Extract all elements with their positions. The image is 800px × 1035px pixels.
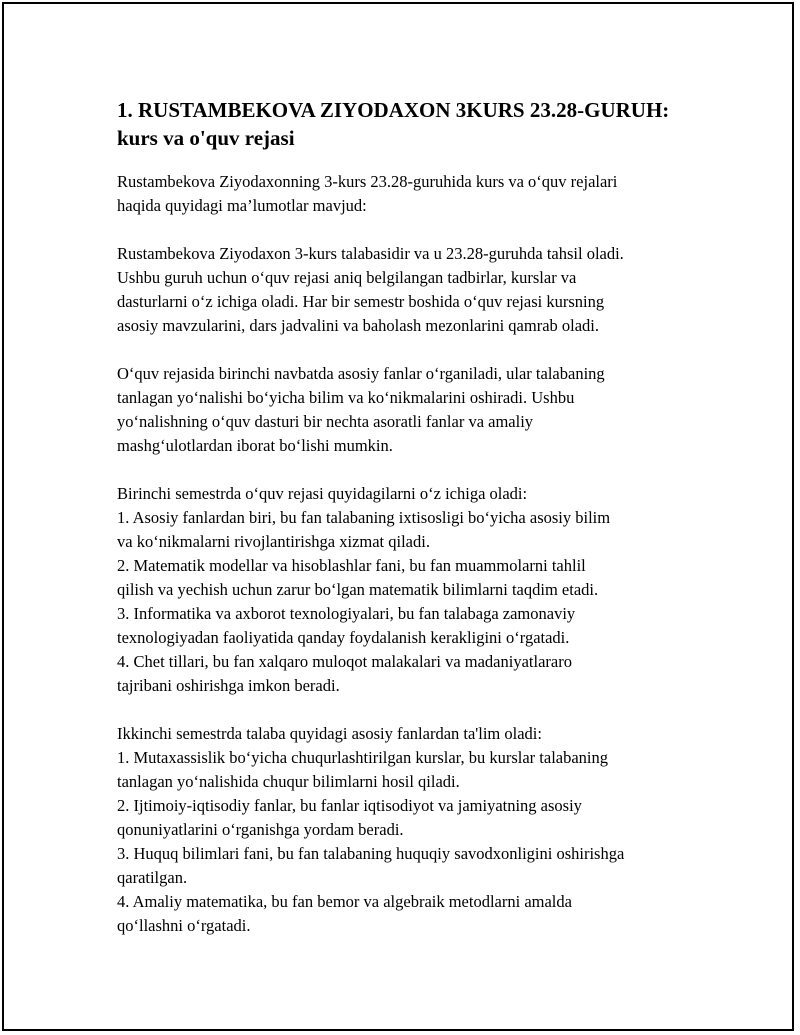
list-item: 3. Huquq bilimlari fani, bu fan talabaning huquqiy savodxonligini oshirishga [117, 844, 625, 863]
text-line: tanlagan yo‘nalishi bo‘yicha bilim va ko‘nikmalarini oshiradi. Ushbu [117, 388, 575, 407]
text-line: dasturlarni o‘z ichiga oladi. Har bir semestr boshida o‘quv rejasi kursning [117, 292, 605, 311]
list-item-continued: qo‘llashni o‘rgatadi. [117, 916, 251, 935]
text-line: Ushbu guruh uchun o‘quv rejasi aniq belgilangan tadbirlar, kurslar va [117, 268, 577, 287]
list-item: 4. Amaliy matematika, bu fan bemor va algebraik metodlarni amalda [117, 892, 572, 911]
document-title [117, 96, 717, 152]
text-line: Ikkinchi semestrda talaba quyidagi asosiy fanlardan ta'lim oladi: [117, 724, 542, 743]
list-item-continued: qaratilgan. [117, 868, 188, 887]
list-item-continued: tajribani oshirishga imkon beradi. [117, 676, 340, 695]
list-item: 2. Matematik modellar va hisoblashlar fani, bu fan muammolarni tahlil [117, 556, 586, 575]
list-item: 1. Asosiy fanlardan biri, bu fan talabaning ixtisosligi bo‘yicha asosiy bilim [117, 508, 611, 527]
list-item-continued: va ko‘nikmalarni rivojlantirishga xizmat qiladi. [117, 532, 430, 551]
list-item-continued: qonuniyatlarini o‘rganishga yordam beradi. [117, 820, 404, 839]
text-line: haqida quyidagi ma’lumotlar mavjud: [117, 196, 367, 215]
paragraph-student [117, 242, 717, 338]
title-line: 1. RUSTAMBEKOVA ZIYODAXON 3KURS 23.28-GURUH: [117, 98, 670, 122]
list-item-continued: qilish va yechish uchun zarur bo‘lgan matematik bilimlarni taqdim etadi. [117, 580, 599, 599]
title-line: kurs va o'quv rejasi [117, 126, 295, 150]
list-item: 2. Ijtimoiy-iqtisodiy fanlar, bu fanlar iqtisodiyot va jamiyatning asosiy [117, 796, 582, 815]
text-line: asosiy mavzularini, dars jadvalini va baholash mezonlarini qamrab oladi. [117, 316, 600, 335]
text-line: mashg‘ulotlardan iborat bo‘lishi mumkin. [117, 436, 393, 455]
paragraph-curriculum [117, 362, 717, 458]
list-item: 4. Chet tillari, bu fan xalqaro muloqot malakalari va madaniyatlararo [117, 652, 572, 671]
paragraph-intro [117, 170, 717, 218]
list-item-continued: tanlagan yo‘nalishida chuqur bilimlarni hosil qiladi. [117, 772, 460, 791]
text-line: yo‘nalishning o‘quv dasturi bir nechta asoratli fanlar va amaliy [117, 412, 534, 431]
text-line: Rustambekova Ziyodaxonning 3-kurs 23.28-guruhida kurs va o‘quv rejalari [117, 172, 618, 191]
text-line: O‘quv rejasida birinchi navbatda asosiy fanlar o‘rganiladi, ular talabaning [117, 364, 605, 383]
list-item: 3. Informatika va axborot texnologiyalari, bu fan talabaga zamonaviy [117, 604, 576, 623]
document-body [117, 96, 717, 938]
list-item-continued: texnologiyadan faoliyatida qanday foydalanish kerakligini o‘rgatadi. [117, 628, 570, 647]
paragraph-first-semester [117, 482, 717, 698]
text-line: Rustambekova Ziyodaxon 3-kurs talabasidir va u 23.28-guruhda tahsil oladi. [117, 244, 624, 263]
paragraph-second-semester [117, 722, 717, 938]
list-item: 1. Mutaxassislik bo‘yicha chuqurlashtirilgan kurslar, bu kurslar talabaning [117, 748, 609, 767]
text-line: Birinchi semestrda o‘quv rejasi quyidagilarni o‘z ichiga oladi: [117, 484, 528, 503]
